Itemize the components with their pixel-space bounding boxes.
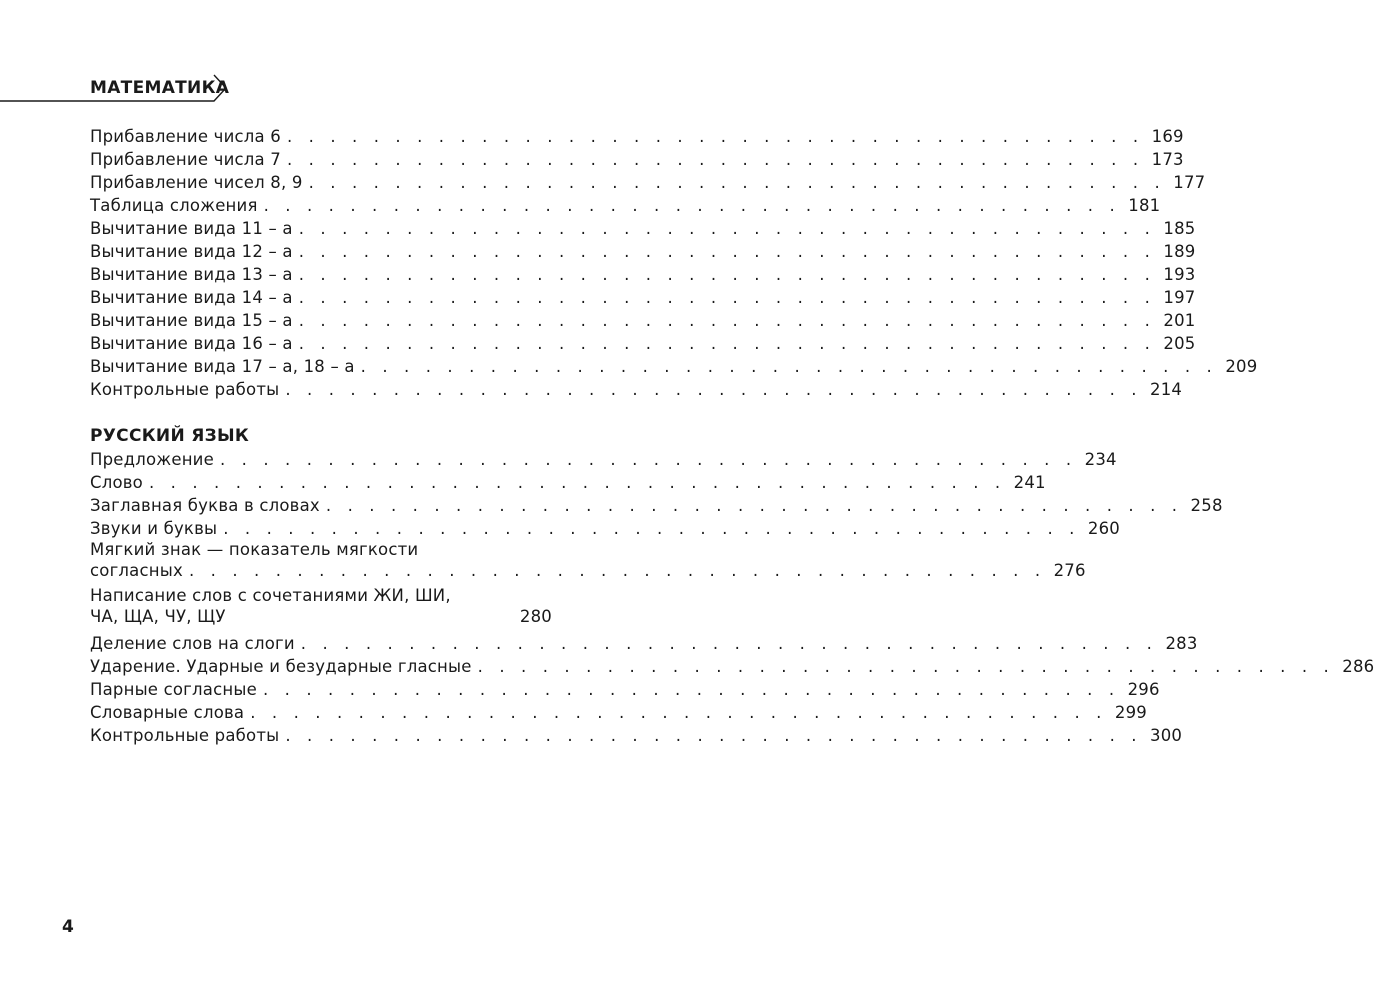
toc-entry[interactable] xyxy=(90,263,1196,286)
toc-entry[interactable] xyxy=(90,448,1117,471)
dot-leader: . . . . . . . . . . . . . . . . . . . . . . . . . . . . . . . . . . . . . . . . xyxy=(308,173,1166,192)
toc-entry-page: 197 xyxy=(1163,288,1196,307)
dot-leader: . . . . . . . . . . . . . . . . . . . . . . . . . . . . . . . . . . . . . . . . xyxy=(219,450,1077,469)
toc-entry[interactable] xyxy=(90,125,1184,148)
dot-leader: . . . . . . . . . . . . . . . . . . . . . . . . . . . . . . . . . . . . . . . . xyxy=(298,242,1156,261)
toc-entry-page: 296 xyxy=(1127,680,1160,699)
section-title: МАТЕМАТИКА xyxy=(90,78,230,98)
dot-leader: . . . . . . . . . . . . . . . . . . . . . . . . . . . . . . . . . . . . . . . . xyxy=(298,288,1156,307)
toc-entry-title: Вычитание вида 16 – a xyxy=(90,334,293,353)
toc-entry-title: Вычитание вида 15 – a xyxy=(90,311,293,330)
dot-leader: . . . . . . . . . . . . . . . . . . . . . . . . . . . . . . . . . . . . . . . . xyxy=(285,726,1143,745)
toc-entry-page: 193 xyxy=(1163,265,1196,284)
toc-entry-title: согласных xyxy=(90,561,183,580)
toc-entry[interactable] xyxy=(90,309,1196,332)
toc-entry-page: 185 xyxy=(1163,219,1196,238)
toc-entry-page: 241 xyxy=(1013,473,1046,492)
toc-entry-title: Контрольные работы xyxy=(90,726,280,745)
toc-entry[interactable] xyxy=(90,701,1147,724)
toc-entry-title: Вычитание вида 11 – a xyxy=(90,219,293,238)
toc-entry-page: 286 xyxy=(1342,657,1374,676)
toc-entry[interactable] xyxy=(90,332,1196,355)
dot-leader: . . . . . . . . . . . . . . . . . . . . . . . . . . . . . . . . . . . . . . . . xyxy=(250,703,1107,722)
toc-entry[interactable] xyxy=(90,632,1198,655)
toc-entry-title-line1: Мягкий знак — показатель мягкости xyxy=(90,540,419,559)
dot-leader: . . . . . . . . . . . . . . . . . . . . . . . . . . . . . . . . . . . . . . . . xyxy=(298,219,1156,238)
toc-entry[interactable] xyxy=(90,655,1374,678)
toc-entry-page: 234 xyxy=(1084,450,1117,469)
dot-leader: . . . . . . . . . . . . . . . . . . . . . . . . . . . . . . . . . . . . . . . . xyxy=(223,519,1080,538)
toc-entry-page: 181 xyxy=(1128,196,1161,215)
dot-leader: . . . . . . . . . . . . . . . . . . . . . . . . . . . . . . . . . . . . . . . . xyxy=(286,150,1144,169)
toc-entry-title: Слово xyxy=(90,473,143,492)
toc-entry-title: Прибавление чисел 8, 9 xyxy=(90,173,303,192)
toc-entry[interactable] xyxy=(90,240,1196,263)
toc-entry-page: 260 xyxy=(1087,519,1120,538)
toc-entry-line2 xyxy=(90,605,552,628)
dot-leader: . . . . . . . . . . . . . . . . . . . . . . . . . . . . . . . . . . . . . . . . xyxy=(298,265,1156,284)
toc-entry-title: Заглавная буква в словах xyxy=(90,496,320,515)
dot-leader: . . . . . . . . . . . . . . . . . . . . . . . . . . . . . . . . . . . . . . . . xyxy=(477,657,1335,676)
toc-entry-title: Вычитание вида 12 – a xyxy=(90,242,293,261)
dot-leader: . . . . . . . . . . . . . . . . . . . . . . . . . . . . . . . . . . . . . . . . xyxy=(188,561,1046,580)
toc-entry-title: Вычитание вида 14 – a xyxy=(90,288,293,307)
math-toc-list xyxy=(90,125,1258,401)
toc-entry[interactable] xyxy=(90,586,552,632)
toc-entry-page: 214 xyxy=(1150,380,1183,399)
toc-entry-page: 209 xyxy=(1225,357,1258,376)
toc-entry-page: 276 xyxy=(1053,561,1086,580)
toc-entry-title: Прибавление числа 6 xyxy=(90,127,281,146)
toc-entry-title: Вычитание вида 13 – a xyxy=(90,265,293,284)
toc-entry-title: Вычитание вида 17 – a, 18 – a xyxy=(90,357,355,376)
toc-entry-page: 189 xyxy=(1163,242,1196,261)
toc-entry[interactable] xyxy=(90,355,1258,378)
section-tab xyxy=(0,73,230,103)
toc-entry-title: Словарные слова xyxy=(90,703,245,722)
toc-entry-title: Предложение xyxy=(90,450,214,469)
toc-entry[interactable] xyxy=(90,194,1161,217)
toc-entry[interactable] xyxy=(90,517,1120,540)
toc-entry-page: 283 xyxy=(1165,634,1198,653)
dot-leader: . . . . . . . . . . . . . . . . . . . . . . . . . . . . . . . . . . . . . . . . xyxy=(325,496,1183,515)
toc-entry-page: 300 xyxy=(1150,726,1183,745)
toc-entry[interactable] xyxy=(90,494,1223,517)
toc-entry-page: 201 xyxy=(1163,311,1196,330)
dot-leader: . . . . . . . . . . . . . . . . . . . . . . . . . . . . . . . . . . . . . . . . xyxy=(298,311,1156,330)
dot-leader: . . . . . . . . . . . . . . . . . . . . . . . . . . . . . . . . . . . . . . . . xyxy=(360,357,1218,376)
toc-entry[interactable] xyxy=(90,724,1183,747)
section-heading: РУССКИЙ ЯЗЫК xyxy=(90,426,250,446)
toc-entry-title: ЧА, ЩА, ЧУ, ЩУ xyxy=(90,607,226,626)
toc-entry[interactable] xyxy=(90,378,1183,401)
dot-leader: . . . . . . . . . . . . . . . . . . . . . . . . . . . . . . . . . . . . . . . . xyxy=(263,196,1121,215)
toc-entry-page: 173 xyxy=(1151,150,1184,169)
toc-entry-title: Деление слов на слоги xyxy=(90,634,295,653)
toc-entry[interactable] xyxy=(90,471,1046,494)
toc-entry[interactable] xyxy=(90,171,1206,194)
dot-leader: . . . . . . . . . . . . . . . . . . . . . . . . . . . . . . . . . . . . . . . . xyxy=(300,634,1158,653)
russian-toc-list xyxy=(90,448,1374,747)
toc-entry[interactable] xyxy=(90,286,1196,309)
toc-entry-page: 205 xyxy=(1163,334,1196,353)
toc-entry-title: Контрольные работы xyxy=(90,380,280,399)
dot-leader: . . . . . . . . . . . . . . . . . . . . . . . . . . . . . . . . . . . . . . . . xyxy=(262,680,1120,699)
toc-entry-page: 280 xyxy=(519,607,552,626)
toc-entry-page: 177 xyxy=(1173,173,1206,192)
toc-entry[interactable] xyxy=(90,148,1184,171)
toc-entry-page: 258 xyxy=(1190,496,1223,515)
toc-entry-page: 299 xyxy=(1114,703,1147,722)
toc-entry-title: Прибавление числа 7 xyxy=(90,150,281,169)
toc-entry-line2 xyxy=(90,559,1086,582)
toc-entry[interactable] xyxy=(90,540,1086,586)
dot-leader: . . . . . . . . . . . . . . . . . . . . . . . . . . . . . . . . . . . . . . . . xyxy=(286,127,1144,146)
toc-entry-title: Звуки и буквы xyxy=(90,519,218,538)
toc-entry-title: Таблица сложения xyxy=(90,196,258,215)
toc-entry[interactable] xyxy=(90,678,1160,701)
dot-leader: . . . . . . . . . . . . . . . . . . . . . . . . . . . . . . . . . . . . . . . . xyxy=(285,380,1143,399)
page-number: 4 xyxy=(62,917,74,937)
toc-entry-title: Парные согласные xyxy=(90,680,257,699)
toc-entry-title-line1: Написание слов с сочетаниями ЖИ, ШИ, xyxy=(90,586,451,605)
toc-entry-page: 169 xyxy=(1151,127,1184,146)
dot-leader: . . . . . . . . . . . . . . . . . . . . . . . . . . . . . . . . . . . . . . . . xyxy=(298,334,1156,353)
toc-entry-title: Ударение. Ударные и безударные гласные xyxy=(90,657,472,676)
dot-leader: . . . . . . . . . . . . . . . . . . . . . . . . . . . . . . . . . . . . . . . . xyxy=(148,473,1006,492)
toc-entry[interactable] xyxy=(90,217,1196,240)
